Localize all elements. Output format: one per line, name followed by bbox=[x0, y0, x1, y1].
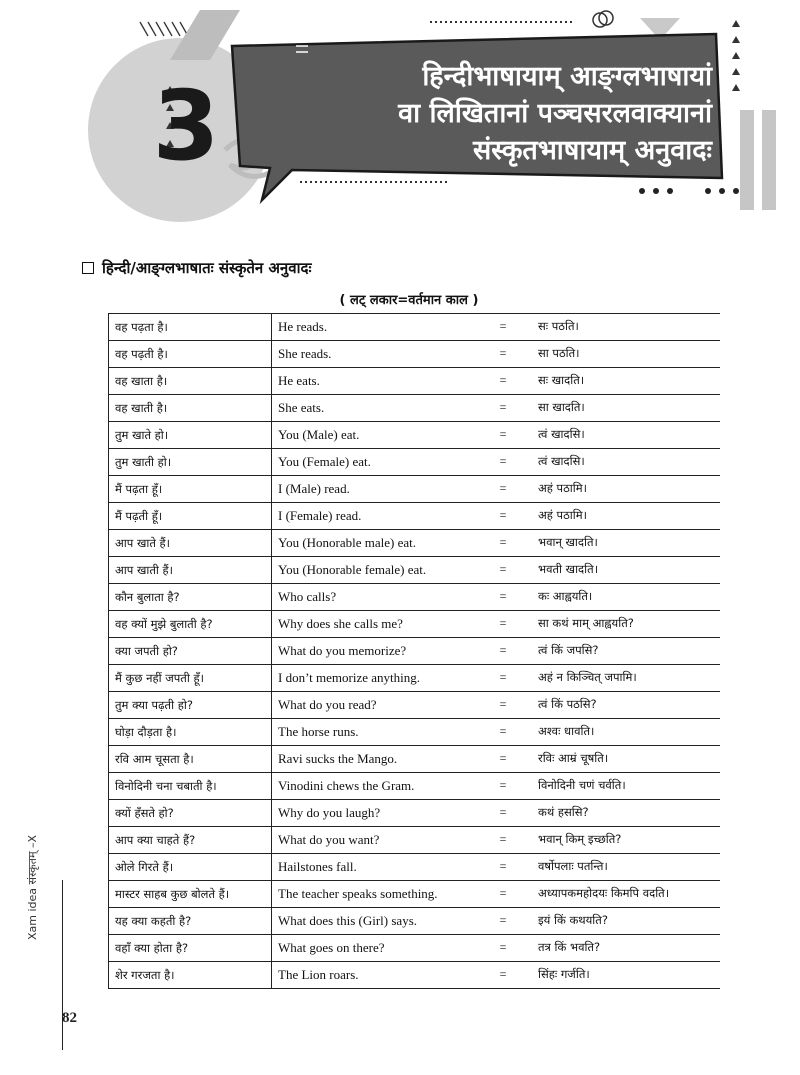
sanskrit-text: त्वं खादसि। bbox=[538, 454, 585, 468]
hindi-cell: मैं कुछ नहीं जपती हूँ। bbox=[109, 665, 272, 692]
table-row bbox=[109, 314, 721, 341]
hatch-lines-icon bbox=[140, 22, 188, 36]
hindi-cell: वह खाती है। bbox=[109, 395, 272, 422]
translation-table-body bbox=[109, 314, 721, 989]
sanskrit-text: सः पठति। bbox=[538, 319, 579, 333]
english-text: You (Honorable female) eat. bbox=[278, 562, 427, 577]
translation-line bbox=[278, 751, 714, 767]
table-row bbox=[109, 692, 721, 719]
hindi-cell: तुम खाते हो। bbox=[109, 422, 272, 449]
sanskrit-text: सः खादति। bbox=[538, 373, 585, 387]
sanskrit-text: कः आह्वयति। bbox=[538, 589, 593, 603]
english-sanskrit-cell bbox=[272, 665, 721, 692]
english-text: He reads. bbox=[278, 319, 328, 334]
english-sanskrit-cell bbox=[272, 368, 721, 395]
english-text: Why do you laugh? bbox=[278, 805, 381, 820]
table-row bbox=[109, 854, 721, 881]
book-label: Xam idea संस्कृतम् –X bbox=[26, 834, 39, 940]
chapter-title-line: संस्कृतभाषायाम् अनुवादः bbox=[472, 135, 712, 166]
section-heading-text: हिन्दी/आङ्ग्लभाषातः संस्कृतेन अनुवादः bbox=[102, 259, 312, 277]
sanskrit-text: त्वं खादसि। bbox=[538, 427, 585, 441]
english-sanskrit-cell bbox=[272, 584, 721, 611]
translation-line bbox=[278, 346, 714, 362]
translation-line bbox=[278, 643, 714, 659]
sanskrit-text: त्वं किं पठसि? bbox=[538, 697, 597, 711]
table-row bbox=[109, 611, 721, 638]
hindi-cell: वहाँ क्या होता है? bbox=[109, 935, 272, 962]
equals-sign: = bbox=[499, 643, 507, 657]
hindi-cell: मैं पढ़ता हूँ। bbox=[109, 476, 272, 503]
translation-line bbox=[278, 427, 714, 443]
sanskrit-text: भवती खादति। bbox=[538, 562, 599, 576]
english-text: What do you want? bbox=[278, 832, 380, 847]
hindi-cell: वह पढ़ता है। bbox=[109, 314, 272, 341]
equals-sign: = bbox=[499, 535, 507, 549]
decorative-bar bbox=[740, 110, 754, 210]
hindi-cell: घोड़ा दौड़ता है। bbox=[109, 719, 272, 746]
english-text: I don’t memorize anything. bbox=[278, 670, 421, 685]
sanskrit-text: सा पठति। bbox=[538, 346, 580, 360]
table-row bbox=[109, 341, 721, 368]
equals-sign: = bbox=[499, 589, 507, 603]
sanskrit-text: रविः आम्रं चूषति। bbox=[538, 751, 609, 765]
table-row bbox=[109, 827, 721, 854]
table-row bbox=[109, 476, 721, 503]
equals-sign: = bbox=[499, 697, 507, 711]
chapter-title bbox=[282, 58, 712, 169]
english-text: I (Female) read. bbox=[278, 508, 362, 523]
translation-line bbox=[278, 967, 714, 983]
translation-line bbox=[278, 535, 714, 551]
english-text: Hailstones fall. bbox=[278, 859, 357, 874]
hindi-cell: क्यों हँसते हो? bbox=[109, 800, 272, 827]
hindi-cell: वह खाता है। bbox=[109, 368, 272, 395]
sanskrit-text: अहं पठामि। bbox=[538, 508, 587, 522]
hindi-cell: विनोदिनी चना चबाती है। bbox=[109, 773, 272, 800]
translation-line bbox=[278, 481, 714, 497]
equals-sign: = bbox=[499, 373, 507, 387]
equals-sign: = bbox=[499, 454, 507, 468]
english-sanskrit-cell bbox=[272, 908, 721, 935]
sanskrit-text: अहं पठामि। bbox=[538, 481, 587, 495]
english-text: Who calls? bbox=[278, 589, 337, 604]
hindi-cell: मास्टर साहब कुछ बोलते हैं। bbox=[109, 881, 272, 908]
hindi-cell: तुम क्या पढ़ती हो? bbox=[109, 692, 272, 719]
hindi-cell: वह क्यों मुझे बुलाती है? bbox=[109, 611, 272, 638]
equals-sign: = bbox=[499, 427, 507, 441]
equals-sign: = bbox=[499, 346, 507, 360]
english-text: What does this (Girl) says. bbox=[278, 913, 418, 928]
hindi-cell: कौन बुलाता है? bbox=[109, 584, 272, 611]
sanskrit-text: कथं हससि? bbox=[538, 805, 589, 819]
equals-sign: = bbox=[499, 778, 507, 792]
hindi-cell: रवि आम चूसता है। bbox=[109, 746, 272, 773]
sanskrit-text: त्वं किं जपसि? bbox=[538, 643, 599, 657]
table-row bbox=[109, 395, 721, 422]
table-row bbox=[109, 638, 721, 665]
translation-line bbox=[278, 562, 714, 578]
english-text: The teacher speaks something. bbox=[278, 886, 438, 901]
english-text: You (Male) eat. bbox=[278, 427, 360, 442]
translation-line bbox=[278, 616, 714, 632]
english-text: What do you read? bbox=[278, 697, 377, 712]
translation-line bbox=[278, 373, 714, 389]
equals-sign: = bbox=[499, 859, 507, 873]
page-number: 82 bbox=[62, 1010, 77, 1026]
chapter-title-line: वा लिखितानां पञ्चसरलवाक्यानां bbox=[398, 98, 712, 129]
english-text: He eats. bbox=[278, 373, 320, 388]
hindi-cell: आप क्या चाहते हैं? bbox=[109, 827, 272, 854]
english-sanskrit-cell bbox=[272, 827, 721, 854]
square-bullet-icon bbox=[82, 262, 94, 274]
english-text: The Lion roars. bbox=[278, 967, 359, 982]
translation-line bbox=[278, 805, 714, 821]
sanskrit-text: सा कथं माम् आह्वयति? bbox=[538, 616, 634, 630]
equals-sign: = bbox=[499, 481, 507, 495]
hindi-cell: तुम खाती हो। bbox=[109, 449, 272, 476]
table-row bbox=[109, 746, 721, 773]
equals-sign: = bbox=[499, 508, 507, 522]
equals-sign: = bbox=[499, 616, 507, 630]
equals-sign: = bbox=[499, 940, 507, 954]
table-row bbox=[109, 368, 721, 395]
hindi-cell: ओले गिरते हैं। bbox=[109, 854, 272, 881]
sanskrit-text: इयं किं कथयति? bbox=[538, 913, 608, 927]
translation-line bbox=[278, 859, 714, 875]
sanskrit-text: सिंहः गर्जति। bbox=[538, 967, 590, 981]
english-sanskrit-cell bbox=[272, 449, 721, 476]
english-sanskrit-cell bbox=[272, 503, 721, 530]
table-row bbox=[109, 962, 721, 989]
english-sanskrit-cell bbox=[272, 611, 721, 638]
english-sanskrit-cell bbox=[272, 854, 721, 881]
english-text: The horse runs. bbox=[278, 724, 359, 739]
sanskrit-text: भवान् खादति। bbox=[538, 535, 598, 549]
english-text: I (Male) read. bbox=[278, 481, 350, 496]
english-text: Why does she calls me? bbox=[278, 616, 403, 631]
english-text: You (Female) eat. bbox=[278, 454, 371, 469]
translation-line bbox=[278, 454, 714, 470]
table-row bbox=[109, 719, 721, 746]
equals-sign: = bbox=[499, 724, 507, 738]
english-sanskrit-cell bbox=[272, 773, 721, 800]
translation-line bbox=[278, 508, 714, 524]
english-sanskrit-cell bbox=[272, 692, 721, 719]
hindi-cell: वह पढ़ती है। bbox=[109, 341, 272, 368]
translation-line bbox=[278, 589, 714, 605]
hindi-cell: शेर गरजता है। bbox=[109, 962, 272, 989]
translation-line bbox=[278, 778, 714, 794]
translation-line bbox=[278, 832, 714, 848]
decorative-bar bbox=[762, 110, 776, 210]
english-sanskrit-cell bbox=[272, 719, 721, 746]
english-text: What goes on there? bbox=[278, 940, 385, 955]
english-sanskrit-cell bbox=[272, 935, 721, 962]
translation-line bbox=[278, 886, 714, 902]
english-sanskrit-cell bbox=[272, 395, 721, 422]
hindi-cell: आप खाती हैं। bbox=[109, 557, 272, 584]
hindi-cell: क्या जपती हो? bbox=[109, 638, 272, 665]
sanskrit-text: अश्वः धावति। bbox=[538, 724, 595, 738]
english-sanskrit-cell bbox=[272, 530, 721, 557]
table-row bbox=[109, 422, 721, 449]
dots-icon bbox=[639, 188, 739, 194]
table-row bbox=[109, 881, 721, 908]
translation-line bbox=[278, 697, 714, 713]
table-row bbox=[109, 908, 721, 935]
table-row bbox=[109, 800, 721, 827]
translation-line bbox=[278, 319, 714, 335]
translation-line bbox=[278, 913, 714, 929]
equals-sign: = bbox=[499, 751, 507, 765]
sanskrit-text: तत्र किं भवति? bbox=[538, 940, 601, 954]
equals-sign: = bbox=[499, 913, 507, 927]
sanskrit-text: सा खादति। bbox=[538, 400, 585, 414]
chapter-title-line: हिन्दीभाषायाम् आङ्ग्लभाषायां bbox=[422, 61, 712, 92]
equals-sign: = bbox=[499, 886, 507, 900]
english-sanskrit-cell bbox=[272, 422, 721, 449]
equals-sign: = bbox=[499, 319, 507, 333]
english-sanskrit-cell bbox=[272, 638, 721, 665]
equals-sign: = bbox=[499, 562, 507, 576]
sanskrit-text: वर्षोपलाः पतन्ति। bbox=[538, 859, 608, 873]
chapter-number: 3 bbox=[152, 70, 218, 182]
table-row bbox=[109, 935, 721, 962]
english-sanskrit-cell bbox=[272, 800, 721, 827]
english-text: You (Honorable male) eat. bbox=[278, 535, 417, 550]
english-sanskrit-cell bbox=[272, 962, 721, 989]
table-row bbox=[109, 557, 721, 584]
english-sanskrit-cell bbox=[272, 881, 721, 908]
hindi-cell: यह क्या कहती है? bbox=[109, 908, 272, 935]
english-sanskrit-cell bbox=[272, 476, 721, 503]
hindi-cell: आप खाते हैं। bbox=[109, 530, 272, 557]
equals-sign: = bbox=[499, 967, 507, 981]
translation-line bbox=[278, 400, 714, 416]
sanskrit-text: अहं न किञ्चित् जपामि। bbox=[538, 670, 637, 684]
table-caption: ( लट् लकार=वर्तमान काल ) bbox=[339, 293, 479, 308]
section-heading bbox=[82, 258, 311, 278]
english-text: Vinodini chews the Gram. bbox=[278, 778, 415, 793]
translation-line bbox=[278, 724, 714, 740]
hindi-cell: मैं पढ़ती हूँ। bbox=[109, 503, 272, 530]
sanskrit-text: विनोदिनी चणं चर्वति। bbox=[538, 778, 626, 792]
english-sanskrit-cell bbox=[272, 557, 721, 584]
english-sanskrit-cell bbox=[272, 314, 721, 341]
sanskrit-text: अध्यापकमहोदयः किमपि वदति। bbox=[538, 886, 670, 900]
translation-line bbox=[278, 670, 714, 686]
equals-sign: = bbox=[499, 832, 507, 846]
translation-table bbox=[108, 313, 720, 989]
english-sanskrit-cell bbox=[272, 341, 721, 368]
rings-icon bbox=[593, 11, 613, 27]
english-text: What do you memorize? bbox=[278, 643, 407, 658]
table-row bbox=[109, 584, 721, 611]
equals-sign: = bbox=[499, 400, 507, 414]
table-row bbox=[109, 665, 721, 692]
table-row bbox=[109, 773, 721, 800]
sanskrit-text: भवान् किम् इच्छति? bbox=[538, 832, 622, 846]
table-row bbox=[109, 449, 721, 476]
english-sanskrit-cell bbox=[272, 746, 721, 773]
english-text: She reads. bbox=[278, 346, 332, 361]
equals-sign: = bbox=[499, 805, 507, 819]
equals-sign: = bbox=[499, 670, 507, 684]
english-text: Ravi sucks the Mango. bbox=[278, 751, 398, 766]
table-row bbox=[109, 503, 721, 530]
translation-line bbox=[278, 940, 714, 956]
table-row bbox=[109, 530, 721, 557]
english-text: She eats. bbox=[278, 400, 325, 415]
